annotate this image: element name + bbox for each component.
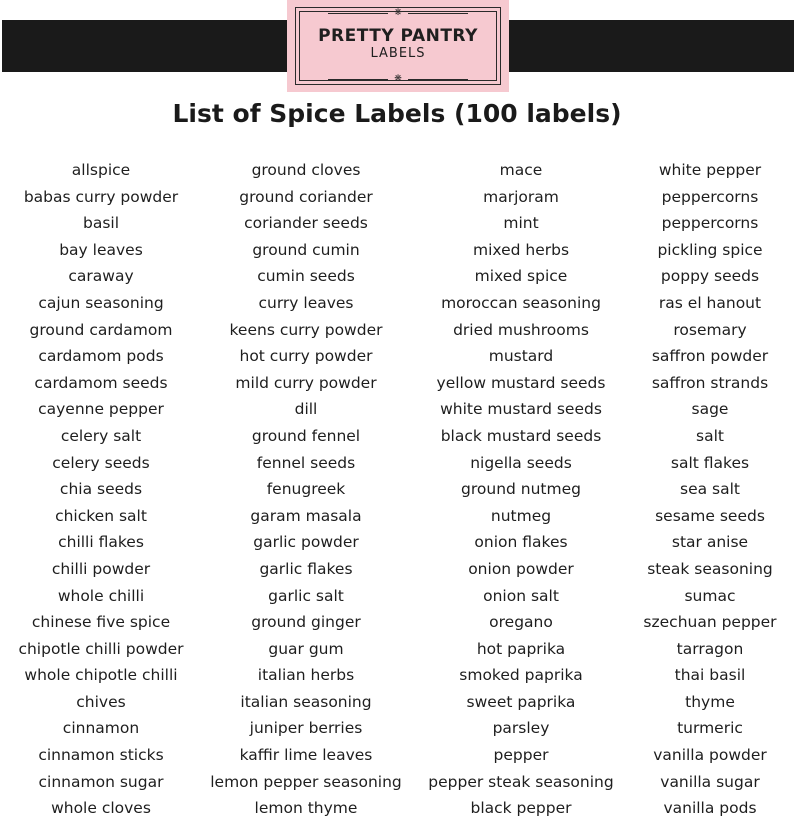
spice-label-item: ground cumin <box>252 240 360 259</box>
spice-label-item: thyme <box>685 692 735 711</box>
spice-label-item: chipotle chilli powder <box>18 639 184 658</box>
spice-label-item: sage <box>691 400 729 419</box>
spice-label-item: ground coriander <box>239 187 373 206</box>
spice-label-item: nigella seeds <box>470 453 572 472</box>
spice-label-item: peppercorns <box>661 214 759 233</box>
spice-label-item: turmeric <box>677 719 743 738</box>
spice-label-item: peppercorns <box>661 187 759 206</box>
spice-label-item: lemon thyme <box>254 799 358 818</box>
spice-label-item: tarragon <box>676 639 744 658</box>
spice-label-item: mace <box>499 161 543 179</box>
spice-label-item: mixed herbs <box>472 240 570 259</box>
spice-label-item: cumin seeds <box>257 267 355 286</box>
spice-label-item: chilli powder <box>51 559 151 578</box>
spice-label-item: steak seasoning <box>647 559 773 578</box>
spice-label-item: vanilla sugar <box>660 772 760 791</box>
spice-label-item: ground cloves <box>251 161 361 179</box>
spice-label-item: salt <box>696 426 724 445</box>
spice-label-item: cinnamon sticks <box>38 746 164 765</box>
spice-label-item: cinnamon sugar <box>38 772 164 791</box>
spice-label-item: coriander seeds <box>244 214 368 233</box>
spice-label-item: whole chipotle chilli <box>24 666 178 685</box>
spice-label-item: allspice <box>71 161 131 179</box>
spice-label-item: chilli flakes <box>58 533 144 552</box>
spice-label-item: garlic flakes <box>259 559 353 578</box>
spice-column-1 <box>0 157 202 822</box>
spice-label-item: saffron powder <box>651 347 769 366</box>
spice-label-item: ground cardamom <box>29 320 173 339</box>
spice-label-item: cinnamon <box>62 719 140 738</box>
spice-label-item: oregano <box>489 613 553 632</box>
spice-label-item: babas curry powder <box>23 187 179 206</box>
spice-label-item: curry leaves <box>258 293 354 312</box>
spice-label-item: fenugreek <box>266 480 346 499</box>
logo-title: PRETTY PANTRY <box>318 26 478 46</box>
spice-label-item: onion flakes <box>474 533 568 552</box>
spice-label-item: moroccan seasoning <box>441 293 601 312</box>
spice-label-item: nutmeg <box>490 506 552 525</box>
spice-label-item: yellow mustard seeds <box>436 373 606 392</box>
spice-label-item: chia seeds <box>59 480 143 499</box>
spice-label-item: poppy seeds <box>660 267 760 286</box>
page-title: List of Spice Labels (100 labels) <box>172 99 622 128</box>
spice-label-item: vanilla powder <box>653 746 767 765</box>
spice-label-item: black pepper <box>470 799 572 818</box>
flower-ornament-icon: ❋ <box>394 7 402 18</box>
spice-label-item: star anise <box>671 533 749 552</box>
spice-label-item: mint <box>503 214 539 233</box>
spice-label-item: pepper <box>493 746 549 765</box>
spice-label-item: bay leaves <box>59 240 143 259</box>
spice-label-item: mixed spice <box>474 267 568 286</box>
spice-label-item: smoked paprika <box>459 666 583 685</box>
spice-label-item: ground fennel <box>251 426 361 445</box>
spice-label-item: sweet paprika <box>466 692 576 711</box>
spice-label-item: pepper steak seasoning <box>428 772 614 791</box>
logo-ornament-top <box>287 8 509 18</box>
spice-label-item: guar gum <box>268 639 344 658</box>
spice-label-item: thai basil <box>674 666 746 685</box>
spice-label-item: chinese five spice <box>31 613 171 632</box>
spice-label-item: ground ginger <box>251 613 361 632</box>
spice-label-item: garlic salt <box>268 586 344 605</box>
spice-label-item: onion salt <box>483 586 559 605</box>
spice-label-item: juniper berries <box>249 719 363 738</box>
spice-label-item: italian herbs <box>257 666 355 685</box>
spice-label-item: garam masala <box>250 506 362 525</box>
spice-label-item: garlic powder <box>253 533 359 552</box>
spice-label-item: hot paprika <box>476 639 566 658</box>
spice-label-item: parsley <box>492 719 550 738</box>
spice-column-3 <box>416 157 626 822</box>
spice-label-item: szechuan pepper <box>643 613 777 632</box>
spice-label-item: marjoram <box>483 187 559 206</box>
spice-label-item: cardamom seeds <box>34 373 168 392</box>
spice-label-item: whole cloves <box>51 799 151 818</box>
spice-label-item: celery seeds <box>52 453 150 472</box>
spice-label-item: ras el hanout <box>658 293 762 312</box>
logo-subtitle: LABELS <box>370 46 426 61</box>
brand-logo <box>287 0 509 92</box>
spice-label-item: white pepper <box>658 161 762 179</box>
spice-label-item: whole chilli <box>57 586 145 605</box>
spice-label-item: kaffir lime leaves <box>239 746 373 765</box>
spice-label-item: hot curry powder <box>239 347 373 366</box>
spice-label-item: cayenne pepper <box>38 400 164 419</box>
spice-label-item: lemon pepper seasoning <box>210 772 402 791</box>
spice-label-item: cajun seasoning <box>38 293 164 312</box>
spice-label-item: basil <box>82 214 120 233</box>
spice-label-item: mild curry powder <box>235 373 377 392</box>
flower-ornament-icon: ❋ <box>394 73 402 84</box>
spice-label-item: black mustard seeds <box>440 426 602 445</box>
spice-column-2 <box>203 157 409 822</box>
spice-label-item: sumac <box>684 586 736 605</box>
spice-label-item: vanilla pods <box>663 799 757 818</box>
spice-label-item: cardamom pods <box>38 347 164 366</box>
spice-label-item: chicken salt <box>55 506 147 525</box>
spice-label-item: white mustard seeds <box>440 400 602 419</box>
spice-label-item: mustard <box>488 347 554 366</box>
spice-label-item: chives <box>76 692 126 711</box>
logo-ornament-bottom <box>287 74 509 84</box>
spice-label-item: caraway <box>68 267 134 286</box>
spice-label-item: ground nutmeg <box>461 480 581 499</box>
spice-label-item: salt flakes <box>670 453 750 472</box>
spice-column-4 <box>626 157 794 822</box>
spice-label-item: rosemary <box>673 320 747 339</box>
spice-label-item: fennel seeds <box>256 453 356 472</box>
spice-label-item: dried mushrooms <box>453 320 589 339</box>
spice-label-item: pickling spice <box>657 240 763 259</box>
spice-label-item: sesame seeds <box>655 506 765 525</box>
spice-label-item: italian seasoning <box>240 692 372 711</box>
spice-label-item: dill <box>294 400 318 419</box>
spice-label-item: celery salt <box>60 426 142 445</box>
spice-label-item: sea salt <box>680 480 740 499</box>
spice-label-item: keens curry powder <box>229 320 383 339</box>
spice-label-item: onion powder <box>468 559 574 578</box>
spice-label-item: saffron strands <box>651 373 769 392</box>
